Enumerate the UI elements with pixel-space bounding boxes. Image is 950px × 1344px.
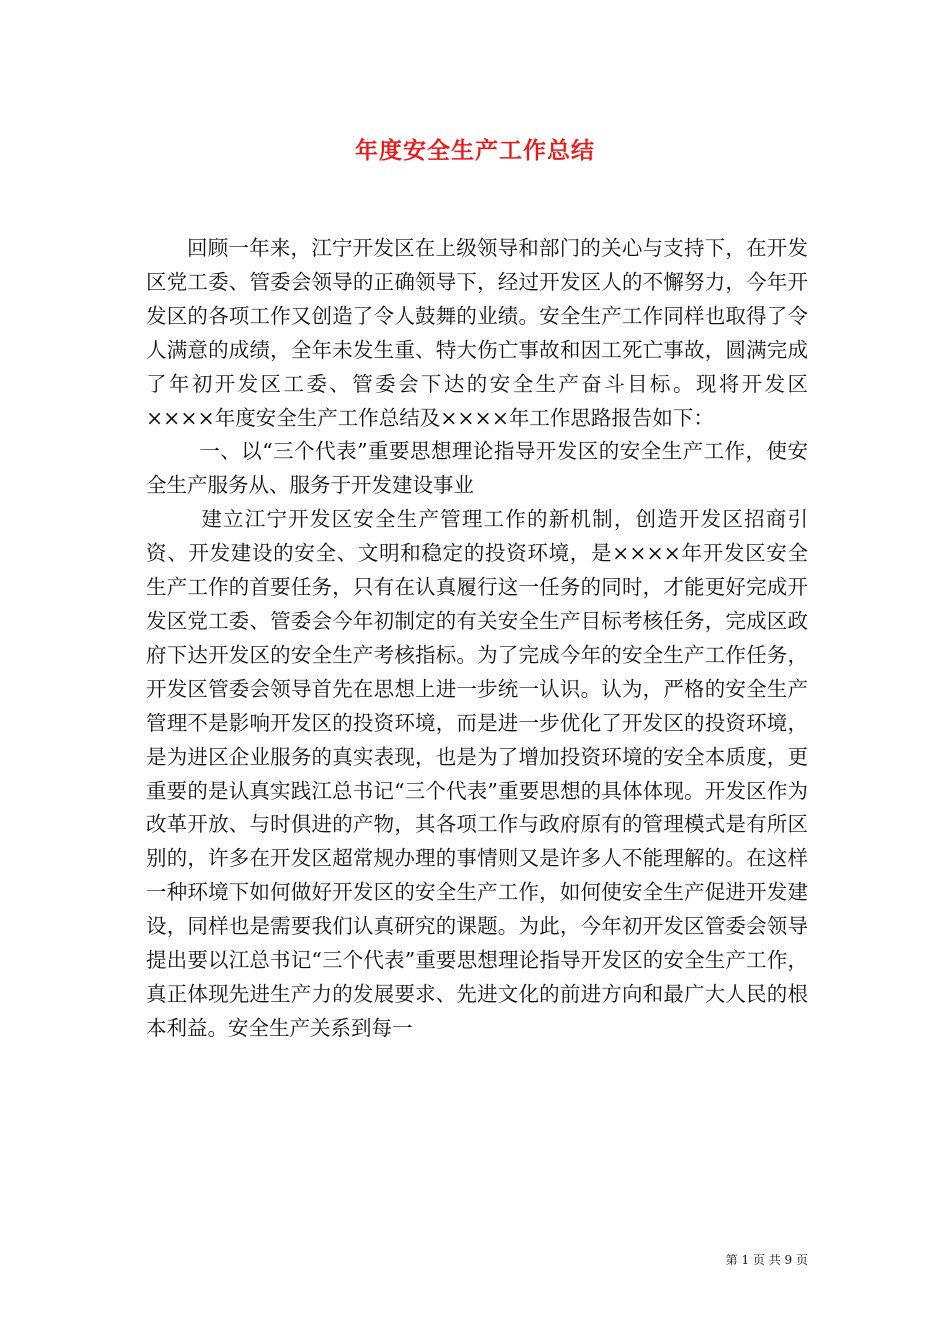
document-title: 年度安全生产工作总结 xyxy=(355,137,595,164)
page-number-footer: 第 1 页 共 9 页 xyxy=(725,1253,808,1267)
paragraph-section-1: 建立江宁开发区安全生产管理工作的新机制，创造开发区招商引资、开发建设的安全、文明和稳定的投资环境，是××××年开发区安全生产工作的首要任务，只有在认真履行这一任务的同时，才能更好完成开发区党工委、管委会今年初制定的有关安全生产目标考核任务，完成区政府下达开发区的安全生产考核指标。为了完成今年的安全生产工作任务，开发区管委会领导首先在思想上进一步统一认识。认为，严格的安全生产管理不是影响开发区的投资环境，而是进一步优化了开发区的投资环境，是为进区企业服务的真实表现，也是为了增加投资环境的安全本质度，更重要的是认真实践江总书记“三个代表”重要思想的具体体现。开发区作为改革开放、与时俱进的产物，其各项工作与政府原有的管理模式是有所区别的，许多在开发区超常规办理的事情则又是许多人不能理解的。在这样一种环境下如何做好开发区的安全生产工作，如何使安全生产促进开发建设，同样也是需要我们认真研究的课题。为此，今年初开发区管委会领导提出要以江总书记“三个代表”重要思想理论指导开发区的安全生产工作，真正体现先进生产力的发展要求、先进文化的前进方向和最广大人民的根本利益。安全生产关系到每一 xyxy=(146,507,808,1040)
document-body xyxy=(146,232,808,1046)
section-heading-1: 一、以“三个代表”重要思想理论指导开发区的安全生产工作，使安全生产服务从、服务于开发建设事业 xyxy=(146,439,808,498)
paragraph-intro: 回顾一年来，江宁开发区在上级领导和部门的关心与支持下，在开发区党工委、管委会领导的正确领导下，经过开发区人的不懈努力，今年开发区的各项工作又创造了令人鼓舞的业绩。安全生产工作同样也取得了令人满意的成绩，全年未发生重、特大伤亡事故和因工死亡事故，圆满完成了年初开发区工委、管委会下达的安全生产奋斗目标。现将开发区××××年度安全生产工作总结及××××年工作思路报告如下： xyxy=(146,236,808,430)
